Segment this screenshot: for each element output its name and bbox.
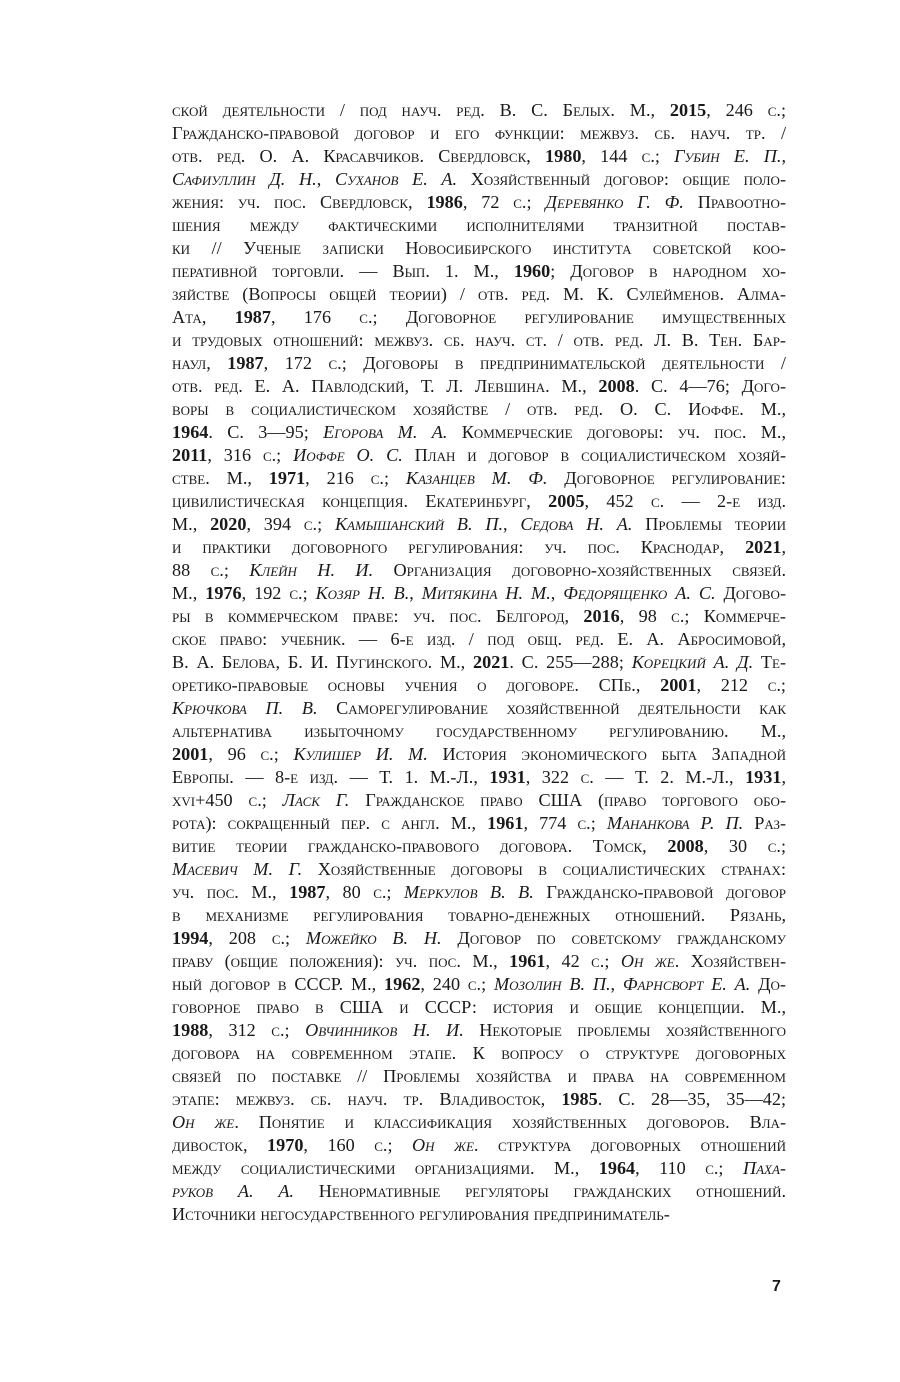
year-number: 2005 xyxy=(548,491,585,511)
year-number: 2008 xyxy=(598,376,635,396)
text-line: перативной торговли. — Вып. 1. М., 1960; Договор в народном хо- xyxy=(172,261,786,281)
text-line: шения между фактическими исполнителями транзитной постав- xyxy=(172,215,786,235)
text-line: Крючкова П. В. Саморегулирование хозяйственной деятельности как xyxy=(172,698,786,718)
text-line: договора на современном этапе. К вопросу о структуре договорных xyxy=(172,1043,786,1063)
author-name: Иоффе О. С. xyxy=(293,445,403,465)
author-name: Паха- xyxy=(742,1158,786,1178)
text-line: этапе: межвуз. сб. науч. тр. Владивосток, 1985. С. 28—35, 35—42; xyxy=(172,1089,786,1109)
text-line: Сафиуллин Д. Н., Суханов Е. А. Хозяйственный договор: общие поло- xyxy=(172,169,786,189)
author-name: Камышанский В. П. xyxy=(334,514,504,534)
text-line: зяйстве (Вопросы общей теории) / отв. ред. М. К. Сулейменов. Алма- xyxy=(172,284,786,304)
text-line: дивосток, 1970, 160 с.; Он же. структура договорных отношений xyxy=(172,1135,786,1155)
year-number: 1970 xyxy=(267,1135,304,1155)
author-name: Масевич М. Г. xyxy=(172,859,303,879)
year-number: 1980 xyxy=(545,146,582,166)
year-number: 1986 xyxy=(426,192,463,212)
author-name: Мозолин В. П. xyxy=(493,974,611,994)
text-line: праву (общие положения): уч. пос. М., 1961, 42 с.; Он же. Хозяйствен- xyxy=(172,951,786,971)
year-number: 2021 xyxy=(745,537,782,557)
text-line: ской деятельности / под науч. ред. В. С. Белых. М., 2015, 246 с.; xyxy=(172,100,786,120)
page-number: 7 xyxy=(772,1278,781,1295)
text-line: М., 1976, 192 с.; Козяр Н. В., Митякина Н. М., Федорященко А. С. Догово- xyxy=(172,583,786,603)
author-name: Меркулов В. В. xyxy=(403,882,534,902)
year-number: 1962 xyxy=(384,974,421,994)
author-name: Митякина Н. М. xyxy=(421,583,551,603)
author-name: Федорященко А. С. xyxy=(563,583,716,603)
author-name: Корецкий А. Д. xyxy=(631,652,754,672)
text-line: рота): сокращенный пер. с англ. М., 1961, 774 с.; Мананкова Р. П. Раз- xyxy=(172,813,786,833)
text-line: в механизме регулирования товарно-денежных отношений. Рязань, xyxy=(172,905,786,925)
author-name: Мананкова Р. П. xyxy=(606,813,744,833)
author-name: Кулишер И. М. xyxy=(293,744,428,764)
year-number: 1987 xyxy=(234,307,271,327)
year-number: 2016 xyxy=(583,606,620,626)
year-number: 2021 xyxy=(473,652,510,672)
text-line: между социалистическими организациями. М., 1964, 110 с.; Паха- xyxy=(172,1158,786,1178)
year-number: 1987 xyxy=(289,882,326,902)
text-line: и практики договорного регулирования: уч. пос. Краснодар, 2021, xyxy=(172,537,786,557)
text-line: ный договор в СССР. М., 1962, 240 с.; Мозолин В. П., Фарнсворт Е. А. До- xyxy=(172,974,786,994)
year-number: 2008 xyxy=(667,836,704,856)
text-line: М., 2020, 394 с.; Камышанский В. П., Седова Н. А. Проблемы теории xyxy=(172,514,786,534)
text-line: наул, 1987, 172 с.; Договоры в предпринимательской деятельности / xyxy=(172,353,786,373)
year-number: 1931 xyxy=(489,767,526,787)
text-line: В. А. Белова, Б. И. Пугинского. М., 2021. С. 255—288; Корецкий А. Д. Те- xyxy=(172,652,786,672)
text-line: 1964. С. 3—95; Егорова М. А. Коммерческие договоры: уч. пос. М., xyxy=(172,422,786,442)
year-number: 1964 xyxy=(598,1158,636,1178)
year-number: 1961 xyxy=(509,951,546,971)
author-name: Деревянко Г. Ф. xyxy=(545,192,684,212)
year-number: 1985 xyxy=(561,1089,598,1109)
author-name: Он же xyxy=(412,1135,474,1155)
author-name: Губин Е. П. xyxy=(674,146,782,166)
text-line: Масевич М. Г. Хозяйственные договоры в социалистических странах: xyxy=(172,859,786,879)
text-line: xvi+450 с.; Ласк Г. Гражданское право США (право торгового обо- xyxy=(172,790,786,810)
text-line: ки // Ученые записки Новосибирского института советской коо- xyxy=(172,238,786,258)
text-line: ры в коммерческом праве: уч. пос. Белгород, 2016, 98 с.; Коммерче- xyxy=(172,606,786,626)
text-line: жения: уч. пос. Свердловск, 1986, 72 с.; Деревянко Г. Ф. Правоотно- xyxy=(172,192,786,212)
author-name: Клейн Н. И. xyxy=(249,560,374,580)
author-name: Егорова М. А. xyxy=(323,422,448,442)
year-number: 2020 xyxy=(210,514,247,534)
year-number: 1960 xyxy=(513,261,551,281)
text-line: связей по поставке // Проблемы хозяйства и права на современном xyxy=(172,1066,786,1086)
year-number: 2001 xyxy=(660,675,697,695)
year-number: 1971 xyxy=(268,468,306,488)
text-line: 2011, 316 с.; Иоффе О. С. План и договор в социалистическом хозяй- xyxy=(172,445,786,465)
year-number: 2011 xyxy=(172,445,208,465)
text-line: руков А. А. Ненормативные регуляторы гражданских отношений. xyxy=(172,1181,786,1201)
text-line: оретико-правовые основы учения о договоре. СПб., 2001, 212 с.; xyxy=(172,675,786,695)
author-name: Козяр Н. В. xyxy=(315,583,410,603)
author-name: Крючкова П. В. xyxy=(172,698,318,718)
text-line: 1994, 208 с.; Можейко В. Н. Договор по советскому гражданскому xyxy=(172,928,786,948)
text-line: и трудовых отношений: межвуз. сб. науч. ст. / отв. ред. Л. В. Тен. Бар- xyxy=(172,330,786,350)
year-number: 1964 xyxy=(172,422,209,442)
year-number: 1961 xyxy=(487,813,524,833)
text-line: цивилистическая концепция. Екатеринбург, 2005, 452 с. — 2-е изд. xyxy=(172,491,786,511)
text-line: Ата, 1987, 176 с.; Договорное регулирование имущественных xyxy=(172,307,786,327)
author-name: Седова Н. А. xyxy=(520,514,633,534)
author-name: Казанцев М. Ф. xyxy=(405,468,548,488)
text-line: 1988, 312 с.; Овчинников Н. И. Некоторые проблемы хозяйственного xyxy=(172,1020,786,1040)
year-number: 1987 xyxy=(227,353,264,373)
year-number: 1976 xyxy=(205,583,242,603)
author-name: Он же xyxy=(172,1112,235,1132)
author-name: Овчинников Н. И. xyxy=(305,1020,464,1040)
year-number: 1988 xyxy=(172,1020,209,1040)
text-line: воры в социалистическом хозяйстве / отв. ред. О. С. Иоффе. М., xyxy=(172,399,786,419)
text-line: отв. ред. Е. А. Павлодский, Т. Л. Левшина. М., 2008. С. 4—76; Дого- xyxy=(172,376,786,396)
text-line: 2001, 96 с.; Кулишер И. М. История экономического быта Западной xyxy=(172,744,786,764)
text-line: Он же. Понятие и классификация хозяйственных договоров. Вла- xyxy=(172,1112,786,1132)
text-line: говорное право в США и СССР: история и общие концепции. М., xyxy=(172,997,786,1017)
author-name: Сафиуллин Д. Н. xyxy=(172,169,317,189)
author-name: Он же xyxy=(620,951,675,971)
text-line: уч. пос. М., 1987, 80 с.; Меркулов В. В. Гражданско-правовой договор xyxy=(172,882,786,902)
author-name: Ласк Г. xyxy=(282,790,350,810)
text-line: альтернатива избыточному государственному регулированию. М., xyxy=(172,721,786,741)
year-number: 2015 xyxy=(669,100,707,120)
author-name: Можейко В. Н. xyxy=(305,928,442,948)
year-number: 2001 xyxy=(172,744,209,764)
year-number: 1994 xyxy=(172,928,209,948)
text-line: Европы. — 8-е изд. — Т. 1. М.-Л., 1931, 322 с. — Т. 2. М.-Л., 1931, xyxy=(172,767,786,787)
text-line: стве. М., 1971, 216 с.; Казанцев М. Ф. Договорное регулирование: xyxy=(172,468,786,488)
author-name: Фарнсворт Е. А. xyxy=(622,974,751,994)
text-line: 88 с.; Клейн Н. И. Организация договорно-хозяйственных связей. xyxy=(172,560,786,580)
bibliography-text xyxy=(172,99,786,1226)
text-line: Источники негосударственного регулирования предприниматель- xyxy=(172,1204,670,1224)
text-line: Гражданско-правовой договор и его функции: межвуз. сб. науч. тр. / xyxy=(172,123,786,143)
author-name: руков А. А. xyxy=(172,1181,294,1201)
text-line: витие теории гражданско-правового договора. Томск, 2008, 30 с.; xyxy=(172,836,786,856)
text-line: ское право: учебник. — 6-е изд. / под общ. ред. Е. А. Абросимовой, xyxy=(172,629,786,649)
year-number: 1931 xyxy=(745,767,782,787)
author-name: Суханов Е. А. xyxy=(334,169,458,189)
text-line: отв. ред. О. А. Красавчиков. Свердловск, 1980, 144 с.; Губин Е. П., xyxy=(172,146,786,166)
